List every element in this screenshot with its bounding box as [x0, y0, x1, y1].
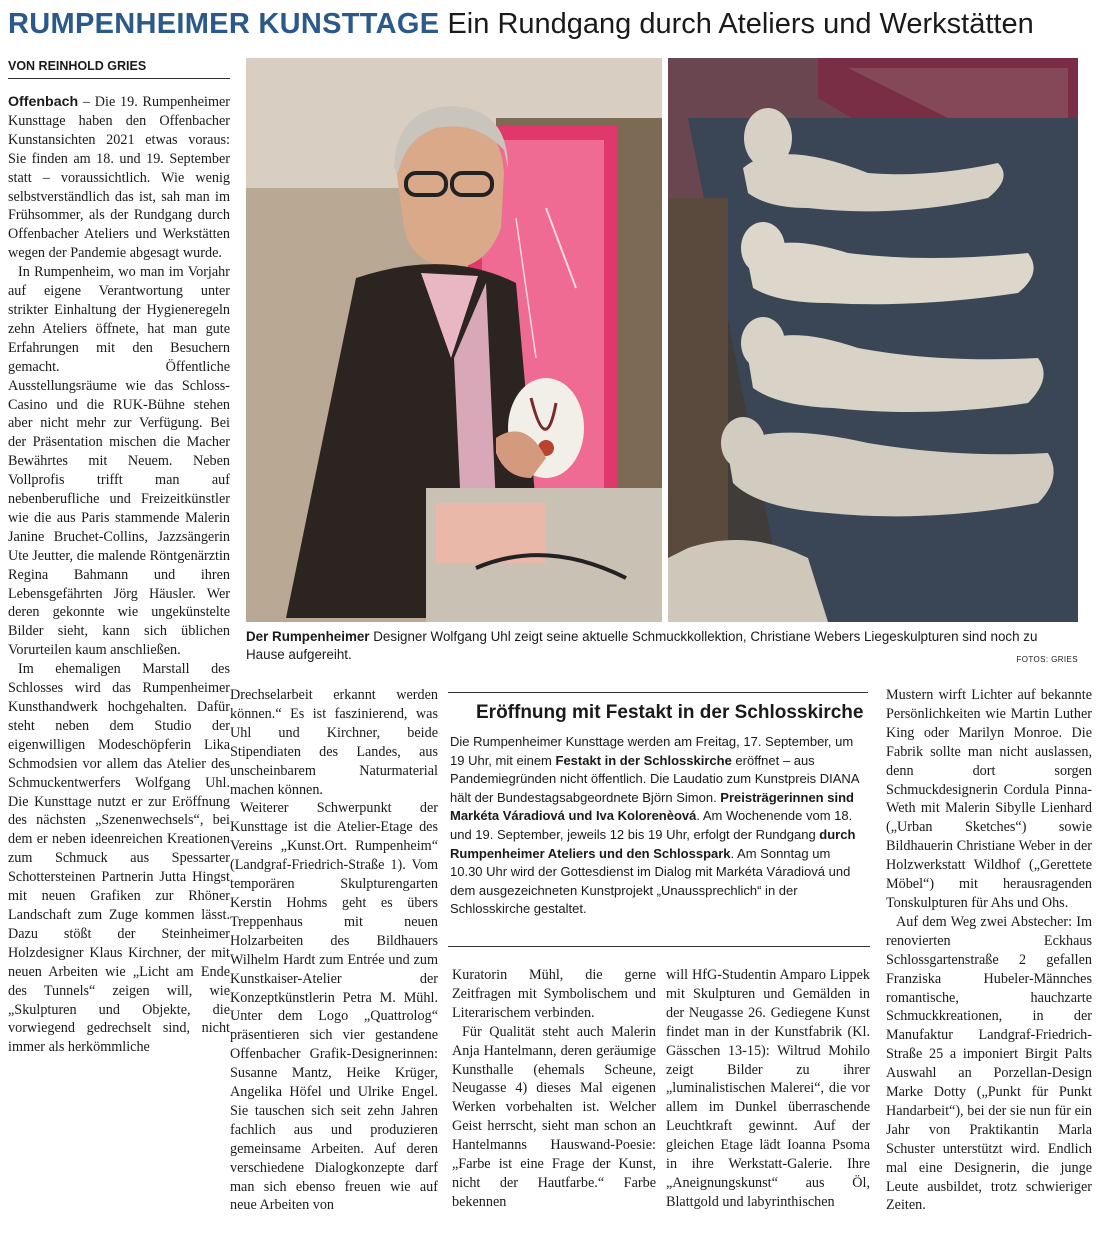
- photo-designer: [246, 58, 662, 622]
- caption-lead: Der Rumpenheimer: [246, 629, 370, 644]
- col5-paragraph-1: Mustern wirft Lichter auf bekannte Persönlichkeiten wie Martin Luther King oder Marilyn Monroe. Die Fabrik sollte man nicht auslassen, denn dort sorgen Schmuckdesignerin Cordula Pinna-Weth mit Malerin Sibylle Lienhard („Urban Sketches“) sowie Bildhauerin Christiane Weber in der Holzwerkstatt Wildhof („Gerettete Möbel“) mit herausragenden Tonskulpturen für Ahs und Ohs.: [886, 687, 1092, 911]
- info-box-top-rule: [448, 692, 868, 693]
- column-5: [886, 686, 1092, 1215]
- info-box: [448, 692, 868, 919]
- col3-paragraph-1: Kuratorin Mühl, die gerne Zeitfragen mit Symbolischem und Literarischem verbinden.: [452, 967, 656, 1021]
- col2-paragraph-2: Weiterer Schwerpunkt der Kunsttage ist die Atelier-Etage des Vereins „Kunst.Ort. Rumpenheim“ (Landgraf-Friedrich-Straße 1). Vom temporären Skulpturengarten Kerstin Hohms geht es übers Treppenhaus mit neuen Holzarbeiten des Bildhauers Wilhelm Hardt zum Entrée und zum Kunstkaiser-Atelier der Konzeptkünstlerin Petra M. Mühl. Unter dem Logo „Quattrolog“ präsentieren sich vier gestandene Offenbacher Grafik-Designerinnen: Susanne Mantz, Heike Krüger, Angelika Höfel und Ulrike Engel. Sie tauschen sich seit zehn Jahren fachlich aus und produzieren gemeinsame Arbeiten. Auf deren verschiedene Dialogkonzepte darf man sich ebenso freuen wie auf neue Arbeiten von: [230, 800, 438, 1214]
- headline-title: Ein Rundgang durch Ateliers und Werkstätten: [447, 8, 1034, 40]
- headline-kicker: RUMPENHEIMER KUNSTTAGE: [8, 8, 440, 40]
- photo-designer-illustration: [246, 58, 662, 622]
- col5-paragraph-2: Auf dem Weg zwei Abstecher: Im renovierten Eckhaus Schlossgartenstraße 2 gefallen Franziska Hubeler-Männches romantische, hauchzarte Schmuckkreationen, in der Manufaktur Landgraf-Friedrich-Straße 25 a imponiert Birgit Palts Auswahl an Porzellan-Design Marke Dotty („Punkt für Punkt Handarbeit“), bei der sie nun für ein Jahr von Praktikantin Marla Schuster unterstützt wird. Endlich mal eine Designerin, die junge Leute ausbildet, trotz schwieriger Zeiten.: [886, 913, 1092, 1214]
- photo-sculptures: [668, 58, 1078, 622]
- info-box-text: Die Rumpenheimer Kunsttage werden am Freitag, 17. September, um 19 Uhr, mit einem Festakt in der Schlosskirche eröffnet – aus Pandemiegründen nicht öffentlich. Die Laudatio zum Kunstpreis DIANA hält der Bundestagsabgeordnete Björn Simon. Preisträgerinnen sind Markéta Váradiová und Iva Kolorenèová. Am Wochenende vom 18. und 19. September, jeweils 12 bis 19 Uhr, erfolgt der Rundgang durch Rumpenheimer Ateliers und den Schlosspark. Am Sonntag um 10.30 Uhr wird der Gottesdienst im Dialog mit Markéta Váradiová und dem ausgezeichneten Kunstprojekt „Unaussprechlich“ in der Schlosskirche gestaltet.: [450, 734, 859, 917]
- dateline: Offenbach: [8, 94, 79, 110]
- column-1: [8, 93, 230, 1057]
- column-2: [230, 686, 438, 1215]
- column-3: [452, 966, 656, 1212]
- col4-paragraph-1: will HfG-Studentin Amparo Lippek mit Skulpturen und Gemälden in der Neugasse 26. Gediegene Kunst findet man in der Kunstfabrik (Kl. Gässchen 13-15): Wiltrud Mohilo zeigt Bilder zu ihrer „luminalistischen Malerei“, die vor allem im Dunkel überraschende Leuchtkraft gewinnt. Auf der gleichen Etage lädt Ioanna Psoma in ihre Werkstatt-Galerie. Ihre „Aneignungskunst“ aus Öl, Blattgold und labyrinthischen: [666, 967, 870, 1210]
- info-box-title: Eröffnung mit Festakt in der Schlosskirche: [476, 702, 864, 723]
- col2-paragraph-1: Drechselarbeit erkannt werden können.“ Es ist faszinierend, was Uhl und Kirchner, beide Stipendiaten des Landes, aus unscheinbarem Naturmaterial machen können.: [230, 687, 438, 798]
- article-headline: [8, 4, 1096, 48]
- caption-text: Designer Wolfgang Uhl zeigt seine aktuelle Schmuckkollektion, Christiane Webers Liegeskulpturen sind noch zu Hause aufgereiht.: [246, 629, 1038, 662]
- column-4: [666, 966, 870, 1212]
- photo-credit: FOTOS: GRIES: [1016, 655, 1078, 664]
- photo-sculptures-illustration: [668, 58, 1078, 622]
- col1-paragraph-1: Offenbach – Die 19. Rumpenheimer Kunsttage haben den Offenbacher Kunstansichten 2021 etwas voraus: Sie finden am 18. und 19. September statt – voraussichtlich. Wie wenig selbstverständlich das ist, sah man im Frühsommer, als der Rundgang durch Offenbacher Ateliers und Werkstätten wegen der Pandemie abgesagt wurde.: [8, 94, 230, 262]
- col1-paragraph-3: Im ehemaligen Marstall des Schlosses wird das Rumpenheimer Kunsthandwerk hochgehalten. Dafür steht neben dem Studio der eigenwilligen Modeschöpferin Lika Schmodsien vor allem das Atelier des Schmuckentwerfers Wolfgang Uhl. Die Kunsttage nutzt er zur Eröffnung des nächsten „Szenenwechsels“, bei dem er neben ideenreichen Kreationen zum Schmuck aus Spessarter Schottersteinen Partnerin Jutta Hingst mit neuen Grafiken zur Rhöner Landschaft zum Zuge kommen lässt. Dazu stößt der Steinheimer Holzdesigner Klaus Kirchner, der mit neuen Arbeiten wie „Licht am Ende des Tunnels“ zeigen will, wie „Skulpturen und Objekte, die vorwiegend gedrechselt sind, nicht immer als herkömmliche: [8, 661, 230, 1056]
- byline: VON REINHOLD GRIES: [8, 58, 230, 79]
- info-box-bottom-rule: [448, 946, 870, 947]
- col3-paragraph-2: Für Qualität steht auch Malerin Anja Hantelmann, deren geräumige Kunsthalle (ehemals Scheune, Neugasse 4) dieses Mal eigenen Werken vorbehalten ist. Welcher Geist herrscht, sieht man schon an Hantelmanns Hauswand-Poesie: „Farbe ist eine Frage der Kunst, nicht der Hautfarbe.“ Farbe bekennen: [452, 1023, 656, 1210]
- col1-paragraph-2: In Rumpenheim, wo man im Vorjahr auf eigene Verantwortung unter strikter Einhaltung der Hygieneregeln zehn Ateliers öffnete, hat man gute Erfahrungen mit den Besuchern gemacht. Öffentliche Ausstellungsräume wie das Schloss-Casino und die RUK-Bühne stehen aber nicht mehr zur Verfügung. Bei der Präsentation mischen die Macher Bewährtes mit Neuem. Neben Vollprofis trifft man auf nebenberufliche und Freizeitkünstler wie die aus Paris stammende Malerin Janine Bruchet-Collins, Jazzsängerin Ute Jeutter, die malende Röntgenärztin Regina Bahmann und ihren Lebensgefährten Jörg Häusler. Wer deren gekonnte wie ungekünstelte Bilder sieht, kann sich üblichen Vorurteilen kaum anschließen.: [8, 264, 230, 659]
